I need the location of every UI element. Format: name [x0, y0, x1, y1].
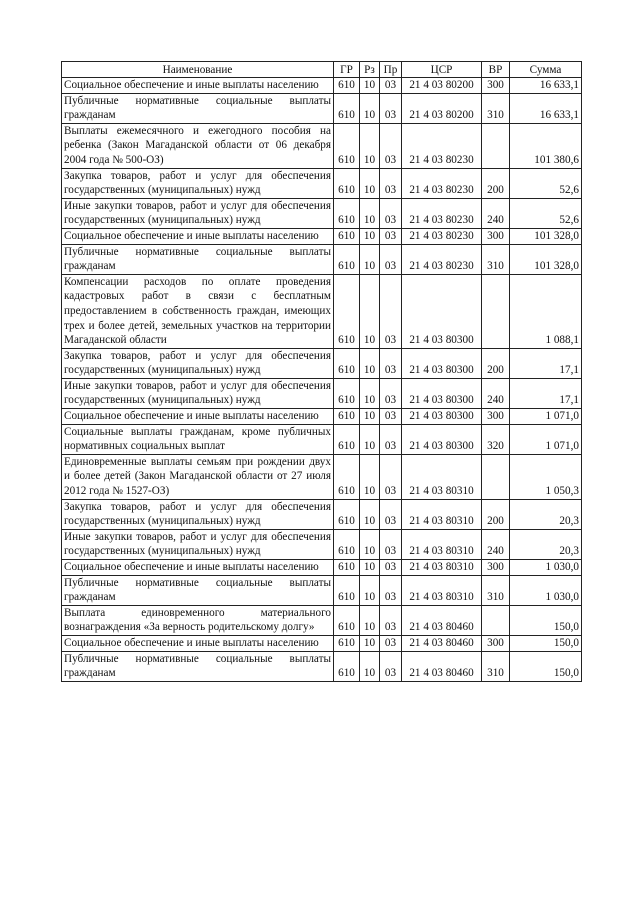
table-row: [62, 198, 582, 228]
table-row: [62, 454, 582, 499]
header-pr: Пр: [380, 62, 402, 78]
cell-sum: 1 071,0: [510, 424, 582, 454]
cell-vr: 310: [482, 93, 510, 123]
cell-sum: 20,3: [510, 529, 582, 559]
cell-vr: [482, 274, 510, 348]
cell-pr: 03: [380, 378, 402, 408]
table-row: [62, 499, 582, 529]
cell-name: Закупка товаров, работ и услуг для обеспечения государственных (муниципальных) нужд: [62, 499, 334, 529]
cell-vr: [482, 123, 510, 168]
cell-gr: 610: [334, 378, 360, 408]
cell-pr: 03: [380, 575, 402, 605]
cell-name: Публичные нормативные социальные выплаты гражданам: [62, 575, 334, 605]
table-row: [62, 93, 582, 123]
table-row: [62, 635, 582, 651]
cell-csr: 21 4 03 80230: [402, 198, 482, 228]
table-row: [62, 168, 582, 198]
cell-csr: 21 4 03 80300: [402, 409, 482, 425]
cell-gr: 610: [334, 635, 360, 651]
cell-vr: 300: [482, 228, 510, 244]
cell-sum: 52,6: [510, 198, 582, 228]
cell-sum: 17,1: [510, 378, 582, 408]
cell-gr: 610: [334, 228, 360, 244]
table-row: [62, 228, 582, 244]
cell-vr: 300: [482, 635, 510, 651]
cell-rz: 10: [360, 575, 380, 605]
cell-rz: 10: [360, 560, 380, 576]
cell-pr: 03: [380, 123, 402, 168]
cell-csr: 21 4 03 80200: [402, 78, 482, 94]
cell-pr: 03: [380, 168, 402, 198]
cell-rz: 10: [360, 228, 380, 244]
cell-name: Закупка товаров, работ и услуг для обеспечения государственных (муниципальных) нужд: [62, 348, 334, 378]
table-row: [62, 378, 582, 408]
cell-vr: 300: [482, 560, 510, 576]
cell-sum: 1 088,1: [510, 274, 582, 348]
cell-rz: 10: [360, 454, 380, 499]
cell-sum: 150,0: [510, 651, 582, 681]
cell-vr: 310: [482, 244, 510, 274]
cell-pr: 03: [380, 348, 402, 378]
table-row: [62, 651, 582, 681]
cell-rz: 10: [360, 168, 380, 198]
cell-vr: 310: [482, 575, 510, 605]
cell-gr: 610: [334, 93, 360, 123]
cell-rz: 10: [360, 424, 380, 454]
cell-gr: 610: [334, 168, 360, 198]
cell-gr: 610: [334, 499, 360, 529]
cell-name: Публичные нормативные социальные выплаты гражданам: [62, 93, 334, 123]
header-row: [62, 62, 582, 78]
cell-gr: 610: [334, 605, 360, 635]
cell-rz: 10: [360, 499, 380, 529]
cell-name: Выплата единовременного материального вознаграждения «За верность родительскому долгу»: [62, 605, 334, 635]
header-name: Наименование: [62, 62, 334, 78]
cell-name: Публичные нормативные социальные выплаты гражданам: [62, 651, 334, 681]
header-gr: ГР: [334, 62, 360, 78]
cell-vr: 310: [482, 651, 510, 681]
cell-vr: 300: [482, 409, 510, 425]
cell-gr: 610: [334, 575, 360, 605]
table-row: [62, 560, 582, 576]
cell-gr: 610: [334, 244, 360, 274]
cell-sum: 101 328,0: [510, 228, 582, 244]
cell-rz: 10: [360, 529, 380, 559]
cell-vr: 320: [482, 424, 510, 454]
cell-vr: [482, 454, 510, 499]
cell-sum: 20,3: [510, 499, 582, 529]
table-row: [62, 348, 582, 378]
cell-rz: 10: [360, 274, 380, 348]
budget-table: [61, 61, 582, 682]
cell-rz: 10: [360, 244, 380, 274]
cell-name: Социальное обеспечение и иные выплаты населению: [62, 78, 334, 94]
cell-csr: 21 4 03 80300: [402, 348, 482, 378]
cell-vr: 240: [482, 378, 510, 408]
cell-gr: 610: [334, 560, 360, 576]
cell-name: Социальное обеспечение и иные выплаты населению: [62, 560, 334, 576]
cell-sum: 1 071,0: [510, 409, 582, 425]
cell-sum: 101 380,6: [510, 123, 582, 168]
cell-name: Выплаты ежемесячного и ежегодного пособия на ребенка (Закон Магаданской области от 06 декабря 2004 года № 500-ОЗ): [62, 123, 334, 168]
cell-sum: 16 633,1: [510, 93, 582, 123]
cell-pr: 03: [380, 228, 402, 244]
cell-rz: 10: [360, 123, 380, 168]
cell-gr: 610: [334, 78, 360, 94]
cell-csr: 21 4 03 80310: [402, 454, 482, 499]
cell-rz: 10: [360, 378, 380, 408]
cell-vr: 200: [482, 348, 510, 378]
cell-pr: 03: [380, 651, 402, 681]
cell-pr: 03: [380, 244, 402, 274]
cell-gr: 610: [334, 454, 360, 499]
cell-name: Публичные нормативные социальные выплаты гражданам: [62, 244, 334, 274]
cell-name: Иные закупки товаров, работ и услуг для обеспечения государственных (муниципальных) нужд: [62, 529, 334, 559]
table-row: [62, 409, 582, 425]
cell-pr: 03: [380, 605, 402, 635]
cell-csr: 21 4 03 80310: [402, 560, 482, 576]
header-csr: ЦСР: [402, 62, 482, 78]
cell-rz: 10: [360, 198, 380, 228]
cell-vr: 240: [482, 198, 510, 228]
cell-vr: 200: [482, 168, 510, 198]
cell-sum: 101 328,0: [510, 244, 582, 274]
table-row: [62, 575, 582, 605]
cell-name: Единовременные выплаты семьям при рождении двух и более детей (Закон Магаданской области от 27 июля 2012 года № 1527-ОЗ): [62, 454, 334, 499]
cell-csr: 21 4 03 80460: [402, 635, 482, 651]
table-row: [62, 605, 582, 635]
cell-pr: 03: [380, 560, 402, 576]
cell-pr: 03: [380, 198, 402, 228]
cell-csr: 21 4 03 80230: [402, 123, 482, 168]
cell-name: Компенсации расходов по оплате проведения кадастровых работ в связи с бесплатным предоставлением в собственность граждан, имеющих трех и более детей, земельных участков на территории Магаданской области: [62, 274, 334, 348]
cell-name: Социальное обеспечение и иные выплаты населению: [62, 409, 334, 425]
cell-pr: 03: [380, 409, 402, 425]
cell-gr: 610: [334, 409, 360, 425]
cell-csr: 21 4 03 80230: [402, 244, 482, 274]
cell-sum: 1 030,0: [510, 560, 582, 576]
cell-pr: 03: [380, 499, 402, 529]
cell-rz: 10: [360, 348, 380, 378]
cell-csr: 21 4 03 80230: [402, 168, 482, 198]
cell-name: Социальное обеспечение и иные выплаты населению: [62, 228, 334, 244]
cell-csr: 21 4 03 80310: [402, 529, 482, 559]
cell-name: Социальные выплаты гражданам, кроме публичных нормативных социальных выплат: [62, 424, 334, 454]
cell-gr: 610: [334, 274, 360, 348]
cell-sum: 150,0: [510, 605, 582, 635]
table-row: [62, 274, 582, 348]
cell-sum: 150,0: [510, 635, 582, 651]
cell-rz: 10: [360, 409, 380, 425]
cell-csr: 21 4 03 80310: [402, 499, 482, 529]
cell-sum: 1 050,3: [510, 454, 582, 499]
cell-gr: 610: [334, 424, 360, 454]
cell-pr: 03: [380, 78, 402, 94]
table-body: [62, 78, 582, 682]
cell-pr: 03: [380, 93, 402, 123]
cell-name: Иные закупки товаров, работ и услуг для обеспечения государственных (муниципальных) нужд: [62, 198, 334, 228]
header-sum: Сумма: [510, 62, 582, 78]
header-vr: ВР: [482, 62, 510, 78]
cell-csr: 21 4 03 80230: [402, 228, 482, 244]
table-row: [62, 123, 582, 168]
cell-name: Закупка товаров, работ и услуг для обеспечения государственных (муниципальных) нужд: [62, 168, 334, 198]
cell-gr: 610: [334, 651, 360, 681]
cell-name: Социальное обеспечение и иные выплаты населению: [62, 635, 334, 651]
cell-sum: 17,1: [510, 348, 582, 378]
table-header: [62, 62, 582, 78]
cell-pr: 03: [380, 635, 402, 651]
cell-gr: 610: [334, 529, 360, 559]
cell-gr: 610: [334, 348, 360, 378]
cell-rz: 10: [360, 635, 380, 651]
cell-csr: 21 4 03 80460: [402, 651, 482, 681]
header-rz: Рз: [360, 62, 380, 78]
cell-rz: 10: [360, 651, 380, 681]
cell-pr: 03: [380, 529, 402, 559]
cell-sum: 1 030,0: [510, 575, 582, 605]
cell-vr: 200: [482, 499, 510, 529]
cell-pr: 03: [380, 454, 402, 499]
cell-sum: 16 633,1: [510, 78, 582, 94]
cell-name: Иные закупки товаров, работ и услуг для обеспечения государственных (муниципальных) нужд: [62, 378, 334, 408]
table-row: [62, 78, 582, 94]
cell-csr: 21 4 03 80300: [402, 424, 482, 454]
table-row: [62, 244, 582, 274]
cell-gr: 610: [334, 123, 360, 168]
cell-pr: 03: [380, 274, 402, 348]
cell-vr: 300: [482, 78, 510, 94]
cell-pr: 03: [380, 424, 402, 454]
cell-csr: 21 4 03 80460: [402, 605, 482, 635]
table-row: [62, 529, 582, 559]
cell-csr: 21 4 03 80310: [402, 575, 482, 605]
cell-rz: 10: [360, 605, 380, 635]
cell-rz: 10: [360, 93, 380, 123]
cell-vr: 240: [482, 529, 510, 559]
cell-csr: 21 4 03 80300: [402, 274, 482, 348]
cell-rz: 10: [360, 78, 380, 94]
cell-csr: 21 4 03 80300: [402, 378, 482, 408]
cell-csr: 21 4 03 80200: [402, 93, 482, 123]
cell-sum: 52,6: [510, 168, 582, 198]
cell-gr: 610: [334, 198, 360, 228]
cell-vr: [482, 605, 510, 635]
table-row: [62, 424, 582, 454]
